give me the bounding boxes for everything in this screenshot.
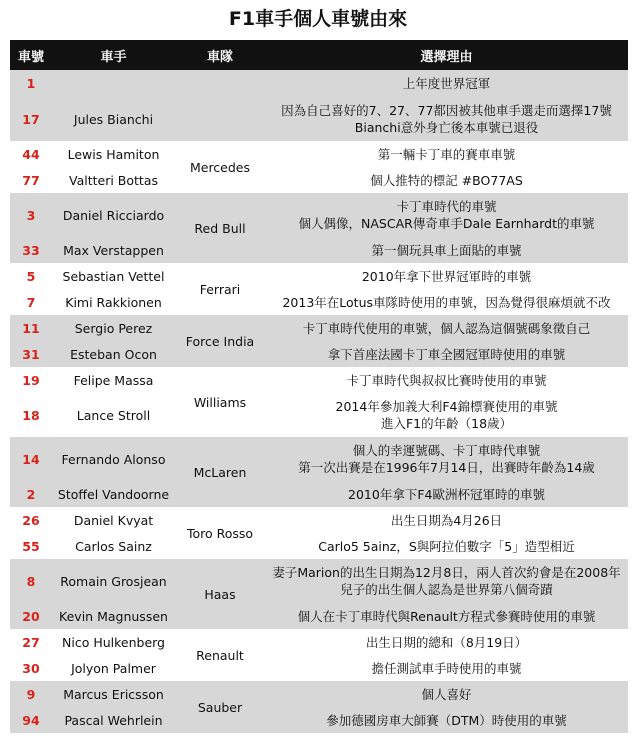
reason-text: 上年度世界冠軍 (265, 70, 628, 97)
team-group-toro-rosso (10, 507, 628, 559)
driver-name (52, 70, 175, 97)
driver-name: Kimi Rakkionen (52, 289, 175, 315)
driver-name: Jolyon Palmer (52, 655, 175, 681)
team-group-haas (10, 559, 628, 629)
reason-text: 拿下首座法國卡丁車全國冠軍時使用的車號 (265, 341, 628, 367)
reason-text: 2010年拿下世界冠軍時的車號 (265, 263, 628, 289)
car-number: 11 (10, 315, 52, 341)
car-number: 3 (10, 193, 52, 237)
driver-name: Jules Bianchi (52, 97, 175, 141)
table-row (10, 629, 628, 655)
driver-name: Fernando Alonso (52, 437, 175, 481)
reason-text: 個人喜好 (265, 681, 628, 707)
team-name: Haas (175, 559, 265, 629)
driver-name: Lewis Hamiton (52, 141, 175, 167)
car-number: 33 (10, 237, 52, 263)
reason-text: 2013年在Lotus車隊時使用的車號，因為覺得很麻煩就不改 (265, 289, 628, 315)
car-number: 44 (10, 141, 52, 167)
team-name: Sauber (175, 681, 265, 733)
team-group-ferrari (10, 263, 628, 315)
reason-text: 個人在卡丁車時代與Renault方程式參賽時使用的車號 (265, 603, 628, 629)
car-number: 19 (10, 367, 52, 393)
reason-text: 第一個玩具車上面貼的車號 (265, 237, 628, 263)
row-group-retired (10, 97, 628, 141)
reason-text: 參加德國房車大師賽（DTM）時使用的車號 (265, 707, 628, 733)
table-row (10, 707, 628, 733)
car-number: 7 (10, 289, 52, 315)
reason-text: 卡丁車時代的車號 個人偶像，NASCAR傳奇車手Dale Earnhardt的車號 (265, 193, 628, 237)
team-name (175, 97, 265, 141)
reason-text: 因為自己喜好的7、27、77都因被其他車手選走而選擇17號 Bianchi意外身亡後本車號已退役 (265, 97, 628, 141)
table-row (10, 263, 628, 289)
car-number: 1 (10, 70, 52, 97)
driver-name: Romain Grosjean (52, 559, 175, 603)
car-number: 94 (10, 707, 52, 733)
table-row (10, 603, 628, 629)
header-reason: 選擇理由 (265, 40, 628, 70)
reason-text: Carlo5 5ainz，S與阿拉伯數字「5」造型相近 (265, 533, 628, 559)
car-number: 27 (10, 629, 52, 655)
team-group-sauber (10, 681, 628, 733)
driver-name: Stoffel Vandoorne (52, 481, 175, 507)
header-team: 車隊 (175, 40, 265, 70)
driver-name: Sergio Perez (52, 315, 175, 341)
car-number: 77 (10, 167, 52, 193)
reason-text: 卡丁車時代使用的車號，個人認為這個號碼象徵自己 (265, 315, 628, 341)
driver-name: Lance Stroll (52, 393, 175, 437)
row-group-champion (10, 70, 628, 97)
team-group-red-bull (10, 193, 628, 263)
reason-text: 擔任測試車手時使用的車號 (265, 655, 628, 681)
header-driver: 車手 (52, 40, 175, 70)
team-group-force-india (10, 315, 628, 367)
reason-text: 卡丁車時代與叔叔比賽時使用的車號 (265, 367, 628, 393)
car-number: 30 (10, 655, 52, 681)
team-group-mercedes (10, 141, 628, 193)
table-row (10, 237, 628, 263)
team-group-mclaren (10, 437, 628, 507)
table-row (10, 167, 628, 193)
driver-name: Esteban Ocon (52, 341, 175, 367)
team-name (175, 70, 265, 97)
car-number: 26 (10, 507, 52, 533)
reason-text: 出生日期為4月26日 (265, 507, 628, 533)
table-row (10, 393, 628, 437)
table-row (10, 559, 628, 603)
reason-text: 2014年參加義大利F4錦標賽使用的車號 進入F1的年齡（18歲） (265, 393, 628, 437)
team-name: Ferrari (175, 263, 265, 315)
table-row (10, 70, 628, 97)
driver-name: Valtteri Bottas (52, 167, 175, 193)
car-number: 2 (10, 481, 52, 507)
table-row (10, 141, 628, 167)
driver-name: Daniel Kvyat (52, 507, 175, 533)
table-row (10, 655, 628, 681)
car-number: 8 (10, 559, 52, 603)
table-row (10, 507, 628, 533)
car-number: 31 (10, 341, 52, 367)
team-name: Renault (175, 629, 265, 681)
car-number: 9 (10, 681, 52, 707)
team-name: Mercedes (175, 141, 265, 193)
table-row (10, 481, 628, 507)
table-row (10, 289, 628, 315)
driver-name: Daniel Ricciardo (52, 193, 175, 237)
reason-text: 妻子Marion的出生日期為12月8日，兩人首次約會是在2008年 兒子的出生個人認為是世界第八個奇蹟 (265, 559, 628, 603)
driver-name: Kevin Magnussen (52, 603, 175, 629)
team-group-renault (10, 629, 628, 681)
driver-name: Nico Hulkenberg (52, 629, 175, 655)
team-name: McLaren (175, 437, 265, 507)
reason-text: 2010年拿下F4歐洲杯冠軍時的車號 (265, 481, 628, 507)
driver-name: Carlos Sainz (52, 533, 175, 559)
driver-number-table (10, 40, 628, 733)
car-number: 18 (10, 393, 52, 437)
reason-text: 第一輛卡丁車的賽車車號 (265, 141, 628, 167)
team-group-williams (10, 367, 628, 437)
table-row (10, 97, 628, 141)
table-row (10, 681, 628, 707)
driver-name: Max Verstappen (52, 237, 175, 263)
driver-name: Pascal Wehrlein (52, 707, 175, 733)
reason-text: 個人的幸運號碼、卡丁車時代車號 第一次出賽是在1996年7月14日，出賽時年齡為14歲 (265, 437, 628, 481)
table-header-row (10, 40, 628, 70)
team-name: Red Bull (175, 193, 265, 263)
car-number: 20 (10, 603, 52, 629)
table-row (10, 367, 628, 393)
table-row (10, 533, 628, 559)
car-number: 5 (10, 263, 52, 289)
table-row (10, 341, 628, 367)
page-title: F1車手個人車號由來 (228, 8, 408, 30)
reason-text: 個人推特的標記 #BO77AS (265, 167, 628, 193)
driver-name: Felipe Massa (52, 367, 175, 393)
car-number: 17 (10, 97, 52, 141)
car-number: 14 (10, 437, 52, 481)
driver-name: Sebastian Vettel (52, 263, 175, 289)
car-number: 55 (10, 533, 52, 559)
table-row (10, 315, 628, 341)
table-row (10, 437, 628, 481)
team-name: Williams (175, 367, 265, 437)
table-row (10, 193, 628, 237)
driver-name: Marcus Ericsson (52, 681, 175, 707)
team-name: Toro Rosso (175, 507, 265, 559)
header-number: 車號 (10, 40, 52, 70)
team-name: Force India (175, 315, 265, 367)
reason-text: 出生日期的總和（8月19日） (265, 629, 628, 655)
